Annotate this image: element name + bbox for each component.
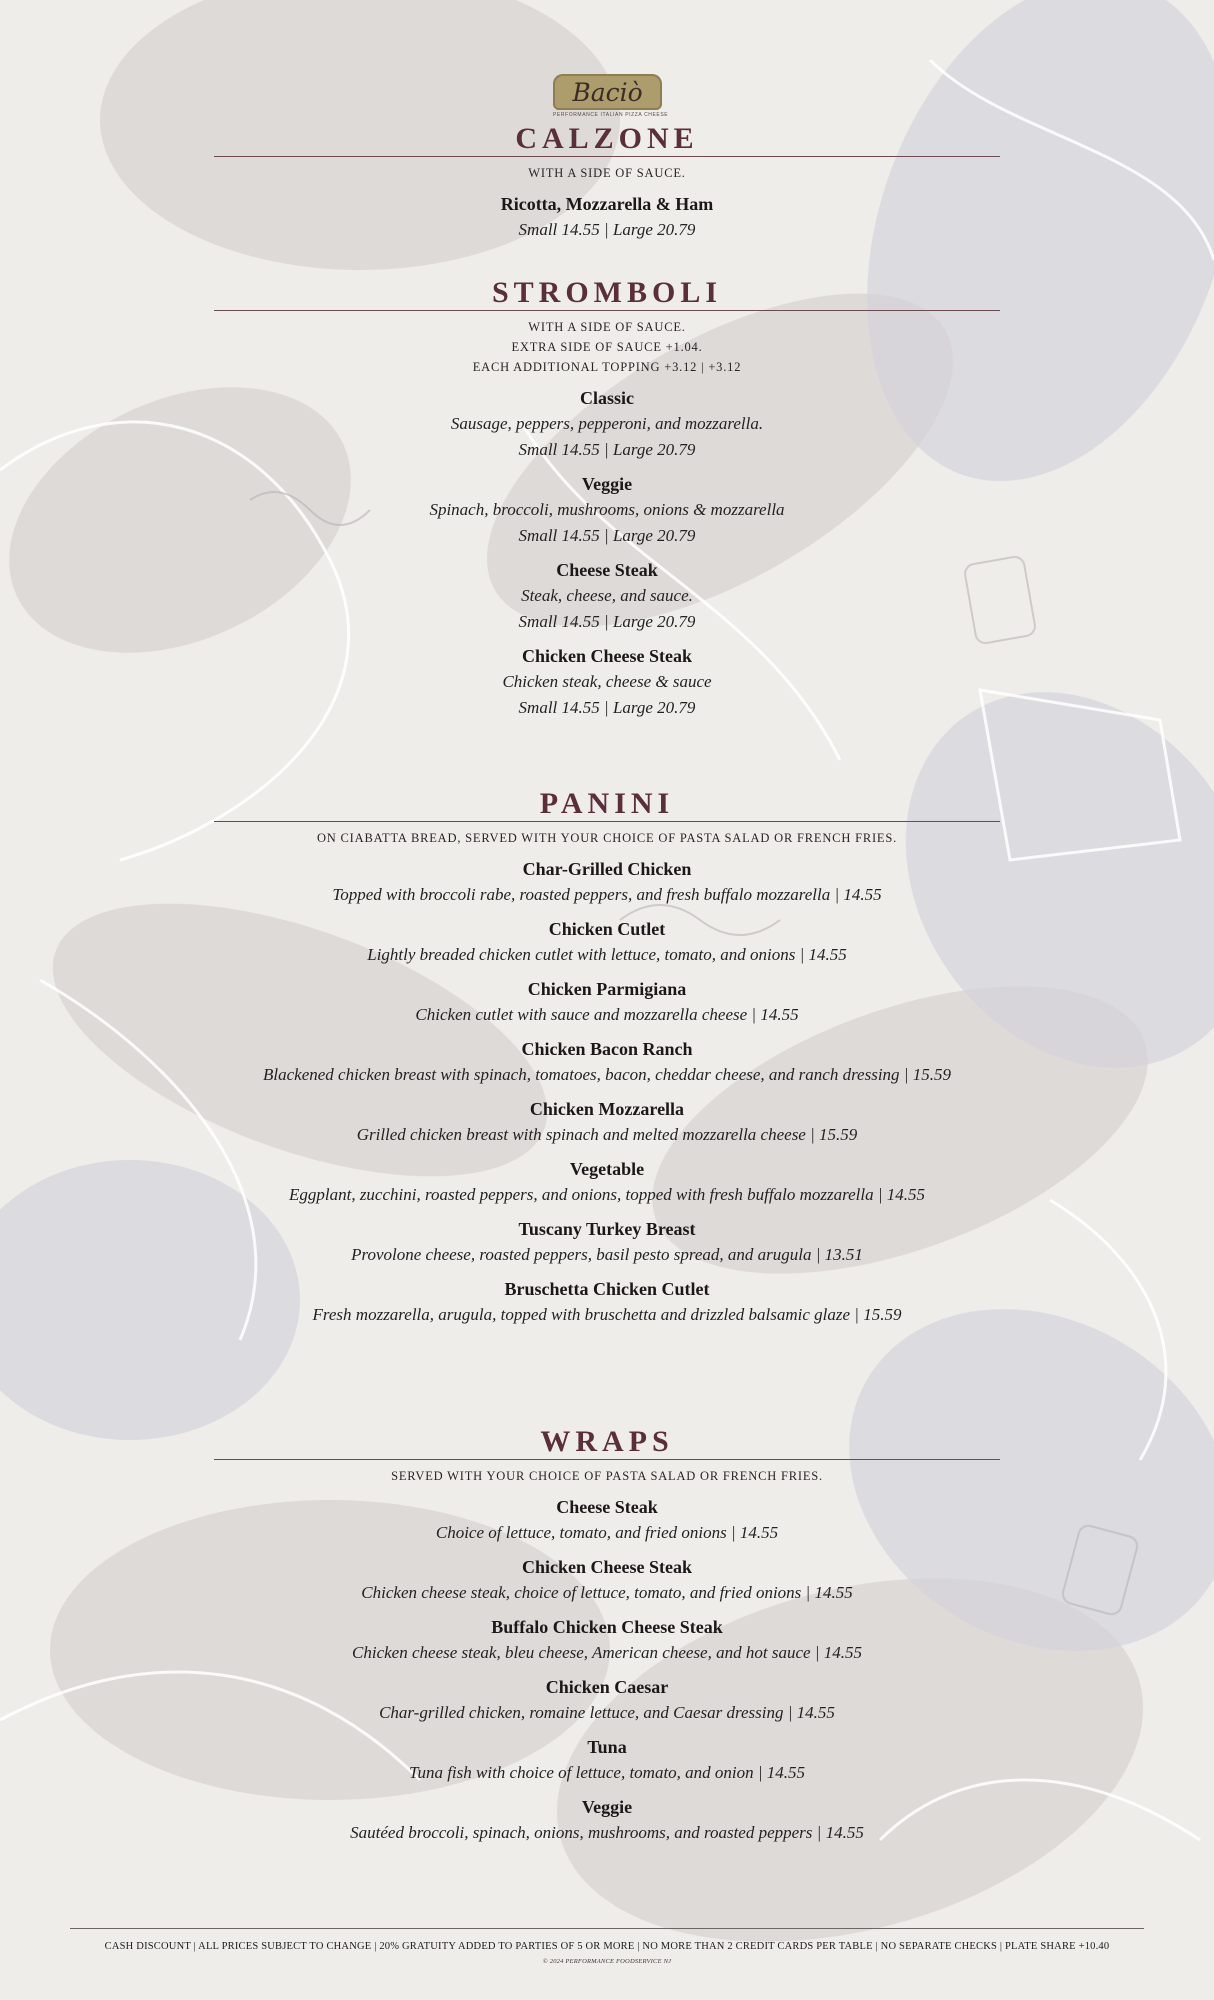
menu-item [214,1276,1000,1328]
item-name: Char-Grilled Chicken [522,859,692,879]
section-notes [214,1466,1000,1486]
section-notes [214,163,1000,183]
item-name: Chicken Parmigiana [527,979,687,999]
menu-item [214,1554,1000,1606]
section-note: WITH A SIDE OF SAUCE. [528,166,686,180]
item-name: Tuna [587,1737,627,1757]
menu-item [214,1674,1000,1726]
menu-item [214,191,1000,243]
menu-item [214,1036,1000,1088]
section-calzone [214,122,1000,243]
section-title: PANINI [539,787,675,820]
item-description: Grilled chicken breast with spinach and melted mozzarella cheese | 15.59 [356,1125,858,1144]
section-notes [214,828,1000,848]
item-name: Cheese Steak [556,1497,658,1517]
item-name: Chicken Cheese Steak [522,1557,692,1577]
item-price: Small 14.55 | Large 20.79 [518,220,696,239]
item-description: Lightly breaded chicken cutlet with lettuce, tomato, and onions | 14.55 [367,945,847,964]
item-price: Small 14.55 | Large 20.79 [518,612,696,631]
item-description: Topped with broccoli rabe, roasted peppers, and fresh buffalo mozzarella | 14.55 [332,885,882,904]
item-name: Bruschetta Chicken Cutlet [504,1279,710,1299]
menu-item [214,1216,1000,1268]
item-description: Char-grilled chicken, romaine lettuce, and Caesar dressing | 14.55 [379,1703,835,1722]
item-description: Tuna fish with choice of lettuce, tomato, and onion | 14.55 [408,1763,806,1782]
item-name: Buffalo Chicken Cheese Steak [491,1617,723,1637]
item-description: Sausage, peppers, pepperoni, and mozzarella. [450,414,764,433]
section-note: WITH A SIDE OF SAUCE. [528,320,686,334]
menu-item [214,643,1000,721]
menu-item [214,1734,1000,1786]
item-price: Small 14.55 | Large 20.79 [518,440,696,459]
menu-item [214,471,1000,549]
section-divider [214,156,1000,157]
logo-tagline: PERFORMANCE ITALIAN PIZZA CHEESE [553,112,669,118]
section-divider [214,1459,1000,1460]
item-description: Sautéed broccoli, spinach, onions, mushrooms, and roasted peppers | 14.55 [350,1823,864,1842]
section-note: EACH ADDITIONAL TOPPING +3.12 | +3.12 [472,360,742,374]
item-name: Classic [580,388,634,408]
item-name: Tuscany Turkey Breast [518,1219,696,1239]
item-name: Chicken Caesar [545,1677,669,1697]
item-name: Cheese Steak [556,560,658,580]
item-name: Veggie [581,474,633,494]
item-name: Ricotta, Mozzarella & Ham [500,194,714,214]
item-name: Chicken Bacon Ranch [521,1039,693,1059]
logo-wordmark: Baciò [572,78,643,107]
item-description: Spinach, broccoli, mushrooms, onions & mozzarella [429,500,785,519]
item-description: Fresh mozzarella, arugula, topped with bruschetta and drizzled balsamic glaze | 15.59 [312,1305,902,1324]
item-description: Chicken cheese steak, choice of lettuce, tomato, and fried onions | 14.55 [361,1583,853,1602]
item-name: Veggie [581,1797,633,1817]
menu-item [214,557,1000,635]
item-price: Small 14.55 | Large 20.79 [518,698,696,717]
item-description: Eggplant, zucchini, roasted peppers, and onions, topped with fresh buffalo mozzarella | 14.55 [288,1185,925,1204]
section-stromboli [214,276,1000,721]
section-note: EXTRA SIDE OF SAUCE +1.04. [511,340,703,354]
item-name: Chicken Mozzarella [529,1099,685,1119]
section-panini [214,787,1000,1328]
menu-item [214,385,1000,463]
section-title: CALZONE [515,122,699,155]
item-price: Small 14.55 | Large 20.79 [518,526,696,545]
footer-copyright: © 2024 PERFORMANCE FOODSERVICE NJ [542,1958,672,1965]
item-description: Blackened chicken breast with spinach, tomatoes, bacon, cheddar cheese, and ranch dressing | 15.59 [263,1065,951,1084]
menu-item [214,1794,1000,1846]
section-title: STROMBOLI [491,276,723,309]
menu-item [214,1494,1000,1546]
item-description: Provolone cheese, roasted peppers, basil pesto spread, and arugula | 13.51 [351,1245,863,1264]
item-description: Chicken cutlet with sauce and mozzarella cheese | 14.55 [415,1005,799,1024]
item-description: Choice of lettuce, tomato, and fried onions | 14.55 [435,1523,779,1542]
item-description: Chicken steak, cheese & sauce [502,672,712,691]
item-description: Steak, cheese, and sauce. [521,586,693,605]
section-divider [214,310,1000,311]
item-name: Chicken Cutlet [548,919,666,939]
footer-divider [70,1928,1144,1929]
section-wraps [214,1425,1000,1846]
menu-item [214,916,1000,968]
section-notes [214,317,1000,377]
section-note: SERVED WITH YOUR CHOICE OF PASTA SALAD OR FRENCH FRIES. [391,1469,823,1483]
section-title: WRAPS [540,1425,674,1458]
menu-item [214,1614,1000,1666]
item-name: Chicken Cheese Steak [522,646,692,666]
section-divider [214,821,1000,822]
footer-policies: CASH DISCOUNT | ALL PRICES SUBJECT TO CHANGE | 20% GRATUITY ADDED TO PARTIES OF 5 OR MORE | NO MORE THAN 2 CREDIT CARDS PER TABLE | NO SEPARATE CHECKS | PLATE SHARE +10.40 [104,1941,1110,1952]
item-description: Chicken cheese steak, bleu cheese, American cheese, and hot sauce | 14.55 [352,1643,862,1662]
section-note: ON CIABATTA BREAD, SERVED WITH YOUR CHOICE OF PASTA SALAD OR FRENCH FRIES. [316,831,898,845]
menu-item [214,1096,1000,1148]
menu-item [214,976,1000,1028]
item-name: Vegetable [569,1159,645,1179]
brand-logo [553,74,669,122]
menu-item [214,1156,1000,1208]
menu-item [214,856,1000,908]
